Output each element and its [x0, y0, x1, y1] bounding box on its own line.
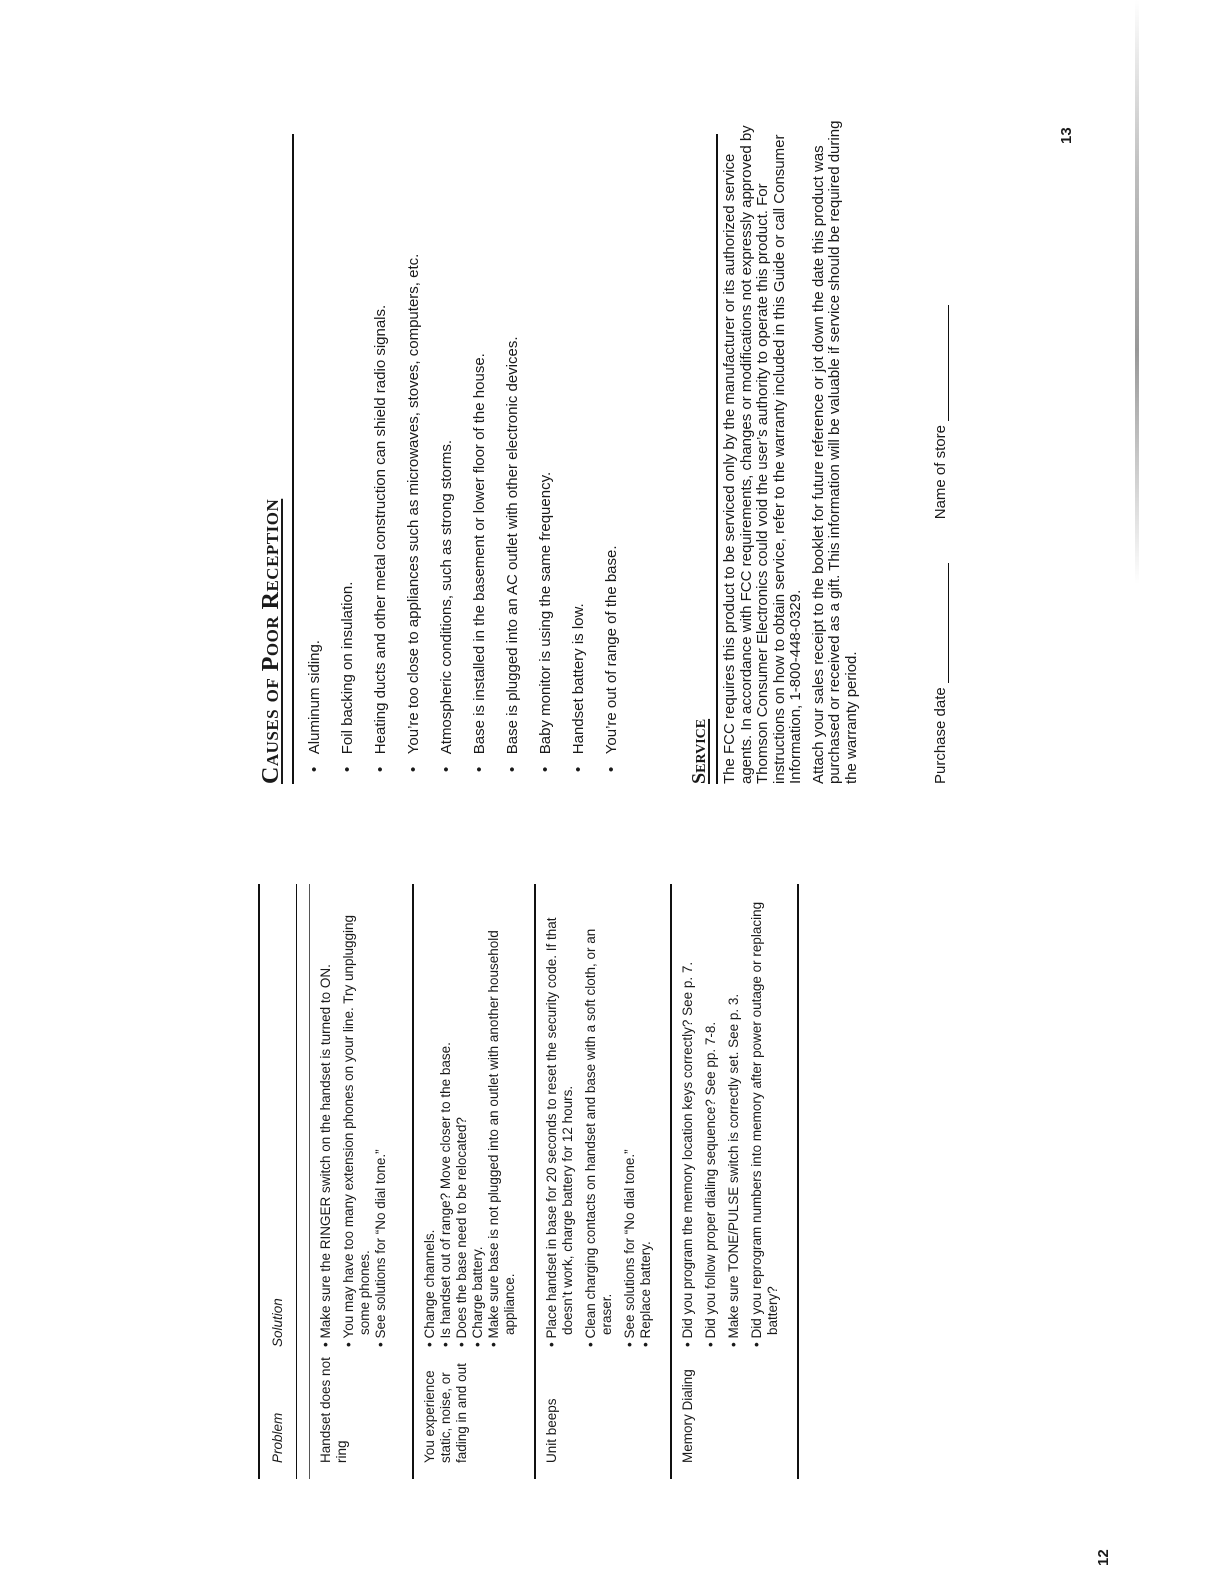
solution-item: • Clean charging contacts on handset and base with a soft cloth, or an eraser.	[583, 884, 615, 1347]
causes-list	[306, 132, 636, 772]
causes-heading: Causes of Poor Reception	[258, 498, 284, 784]
problem-cell: You experience static, noise, or fading in and out	[422, 1363, 469, 1463]
list-item: • Foil backing on insulation.	[339, 132, 356, 772]
solution-item: • Did you reprogram numbers into memory after power outage or replacing battery?	[749, 884, 781, 1347]
page-number-left: 12	[1095, 1549, 1112, 1566]
service-divider	[716, 134, 718, 784]
page-number-right: 13	[1058, 127, 1075, 144]
purchase-date-label: Purchase date	[932, 687, 949, 784]
problem-cell: Unit beeps	[544, 1398, 559, 1463]
list-item: • Base is installed in the basement or lower floor of the house.	[471, 132, 488, 772]
list-item: • Atmospheric conditions, such as strong storms.	[438, 132, 455, 772]
service-body	[722, 104, 866, 784]
problem-cell: Handset does not ring	[318, 1357, 349, 1463]
solution-item: • Does the base need to be relocated?	[454, 884, 470, 1347]
solution-item: • Make sure base is not plugged into an outlet with another household appliance.	[486, 884, 518, 1347]
header-problem: Problem	[270, 1412, 285, 1463]
list-item: • Aluminum siding.	[306, 132, 323, 772]
solution-cell	[544, 884, 654, 1353]
solution-cell	[318, 884, 396, 1353]
table-row	[534, 884, 670, 1479]
solution-item: • Replace battery.	[638, 884, 654, 1347]
problem-cell: Memory Dialing	[680, 1369, 695, 1463]
list-item: • Heating ducts and other metal construction can shield radio signals.	[372, 132, 389, 772]
table-row	[412, 884, 534, 1479]
table-row	[309, 884, 412, 1479]
solution-item: • Change channels.	[422, 884, 438, 1347]
solution-item: • Did you follow proper dialing sequence? See pp. 7-8.	[703, 884, 719, 1347]
list-item: • Baby monitor is using the same frequency.	[537, 132, 554, 772]
list-item: • Handset battery is low.	[570, 132, 587, 772]
table-header	[258, 884, 297, 1479]
solution-item: • See solutions for “No dial tone.”	[622, 884, 638, 1347]
solution-item: • Place handset in base for 20 seconds to reset the security code. If that doesn’t work, charge battery for 12 hours.	[544, 884, 576, 1347]
list-item: • Base is plugged into an AC outlet with other electronic devices.	[504, 132, 521, 772]
troubleshooting-table	[258, 884, 799, 1479]
causes-divider	[292, 134, 294, 784]
solution-item: • Make sure the RINGER switch on the handset is turned to ON.	[318, 884, 334, 1347]
service-paragraph: The FCC requires this product to be serviced only by the manufacturer or its authorized service agents. In accordance with FCC requirements, changes or modifications not expressly approved by Thomson Consumer Electronics could void the user’s authority to operate this product. For instructions on how to obtain service, refer to the warranty included in this Guide or call Consumer Information, 1-800-448-0329.	[721, 125, 804, 784]
header-solution: Solution	[270, 1298, 285, 1347]
table-row	[670, 884, 799, 1479]
solution-item: • You may have too many extension phones on your line. Try unplugging some phones.	[341, 884, 373, 1347]
purchase-date-field[interactable]	[948, 563, 949, 683]
solution-item: • Make sure TONE/PULSE switch is correctly set. See p. 3.	[726, 884, 742, 1347]
store-name-label: Name of store	[932, 425, 949, 520]
service-paragraph: Attach your sales receipt to the booklet for future reference or jot down the date this product was purchased or received as a gift. This information will be valuable if service should be required during the warranty period.	[809, 120, 860, 784]
purchase-fields	[932, 261, 949, 784]
list-item: • You’re too close to appliances such as microwaves, stoves, computers, etc.	[405, 132, 422, 772]
list-item: • You’re out of range of the base.	[603, 132, 620, 772]
scan-edge-shadow	[1135, 0, 1139, 584]
solution-item: • See solutions for “No dial tone.”	[373, 884, 389, 1347]
solution-cell	[680, 884, 781, 1353]
solution-item: • Charge battery.	[470, 884, 486, 1347]
service-heading: Service	[688, 718, 710, 784]
solution-item: • Did you program the memory location keys correctly? See p. 7.	[680, 884, 696, 1347]
solution-item: • Is handset out of range? Move closer to the base.	[438, 884, 454, 1347]
store-name-field[interactable]	[948, 305, 949, 421]
solution-cell	[422, 884, 518, 1353]
